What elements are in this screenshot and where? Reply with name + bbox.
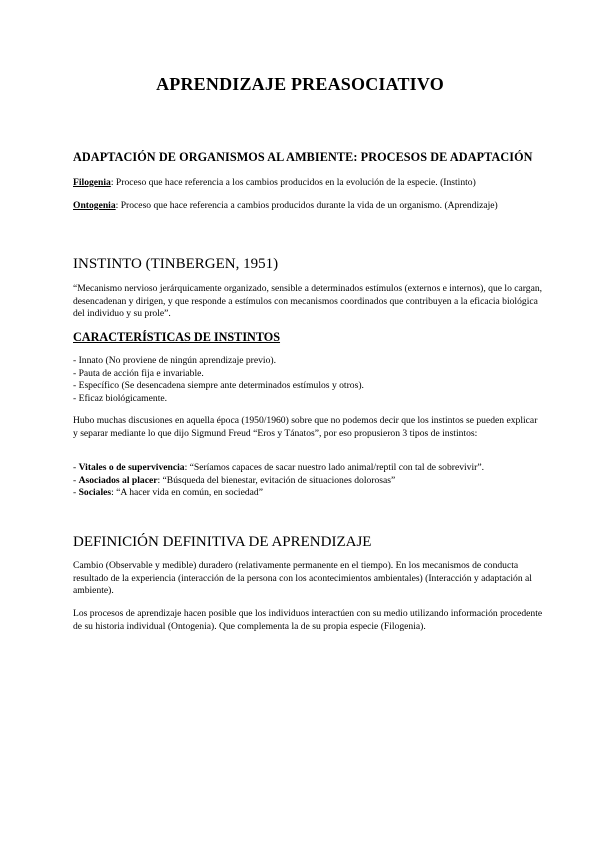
list-item: - Eficaz biológicamente.	[73, 392, 168, 404]
paragraph-definicion-2: Los procesos de aprendizaje hacen posible que los individuos interactúen con su medio utilizando información procedente de su historia individual (Ontogenia). Que complementa la de su propia especie (Filogenia).	[73, 608, 543, 632]
list-item: - Sociales: “A hacer vida en común, en sociedad”	[73, 487, 263, 498]
text-ontogenia: : Proceso que hace referencia a cambios producidos durante la vida de un organismo. (Aprendizaje)	[115, 200, 498, 211]
list-item: - Específico (Se desencadena siempre ante determinados estímulos y otros).	[73, 380, 364, 391]
term-ontogenia: Ontogenia	[73, 200, 116, 211]
text-filogenia: : Proceso que hace referencia a los cambios producidos en la evolución de la especie. (Instinto)	[110, 177, 476, 188]
page-title: APRENDIZAJE PREASOCIATIVO	[156, 74, 444, 94]
type-text: : “Búsqueda del bienestar, evitación de situaciones dolorosas”	[157, 474, 396, 486]
section-heading-instinto: INSTINTO (TINBERGEN, 1951)	[73, 256, 279, 272]
type-term: Sociales	[78, 487, 112, 498]
type-term: Vitales o de supervivencia	[78, 462, 185, 473]
section-heading-adaptacion: ADAPTACIÓN DE ORGANISMOS AL AMBIENTE: PROCESOS DE ADAPTACIÓN	[73, 150, 533, 164]
paragraph-filogenia	[73, 177, 543, 190]
paragraph-discussion: Hubo muchas discusiones en aquella época (1950/1960) sobre que no podemos decir que los instintos se pueden explicar y separar mediante lo que dijo Sigmund Freud “Eros y Tánatos”, por eso propusieron 3 tipos de instintos:	[73, 415, 538, 439]
list-item: - Vitales o de supervivencia: “Seríamos capaces de sacar nuestro lado animal/reptil con tal de sobrevivir”.	[73, 462, 484, 473]
section-heading-caracteristicas: CARACTERÍSTICAS DE INSTINTOS	[73, 330, 281, 344]
type-term: Asociados al placer	[78, 474, 158, 486]
characteristics-list	[73, 355, 543, 405]
instinct-types-list	[73, 462, 543, 500]
list-item: - Asociados al placer: “Búsqueda del bienestar, evitación de situaciones dolorosas”	[73, 474, 396, 486]
term-filogenia: Filogenia	[73, 177, 111, 188]
paragraph-ontogenia	[73, 200, 543, 213]
section-heading-definicion: DEFINICIÓN DEFINITIVA DE APRENDIZAJE	[73, 534, 372, 550]
type-text: : “Seríamos capaces de sacar nuestro lado animal/reptil con tal de sobrevivir”.	[184, 462, 484, 473]
list-item: - Pauta de acción fija e invariable.	[73, 367, 204, 379]
paragraph-definicion-1: Cambio (Observable y medible) duradero (relativamente permanente en el tiempo). En los mecanismos de conducta resultado de la experiencia (interacción de la persona con los acontecimientos ambientales) (Interacción y adaptación al ambiente).	[73, 560, 532, 596]
type-text: : “A hacer vida en común, en sociedad”	[111, 487, 263, 498]
paragraph-instinto-definition: “Mecanismo nervioso jerárquicamente organizado, sensible a determinados estímulos (externos e internos), que lo cargan, desencadenan y dirigen, y que responde a estímulos con mecanismos coordinados que contribuyen a la eficacia biológica del individuo y su prole”.	[73, 283, 543, 319]
list-item: - Innato (No proviene de ningún aprendizaje previo).	[73, 355, 276, 366]
